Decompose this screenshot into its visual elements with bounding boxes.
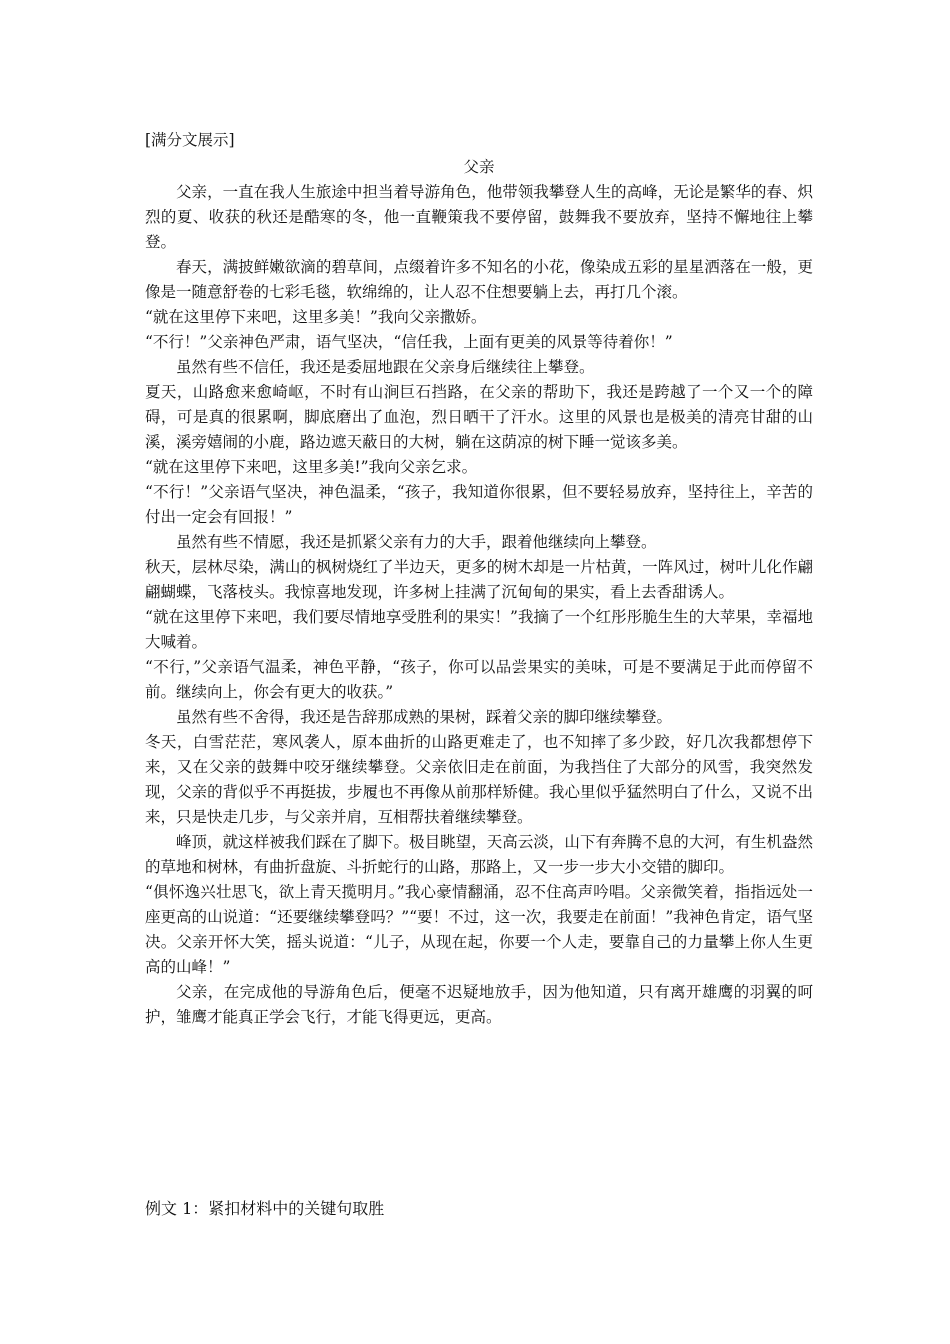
essay-paragraph: “不行，”父亲语气温柔，神色平静，“孩子，你可以品尝果实的美味，可是不要满足于此而停留不前。继续向上，你会有更大的收获。”	[145, 658, 813, 701]
essay-body	[145, 180, 813, 1030]
essay-paragraph: 虽然有些不情愿，我还是抓紧父亲有力的大手，跟着他继续向上攀登。	[176, 533, 657, 551]
essay-paragraph: “就在这里停下来吧，这里多美!”我向父亲乞求。	[145, 458, 478, 476]
essay-paragraph: 冬天，白雪茫茫，寒风袭人，原本曲折的山路更难走了，也不知摔了多少跤，好几次我都想停下来，又在父亲的鼓舞中咬牙继续攀登。父亲依旧走在前面，为我挡住了大部分的风雪，我突然发现，父亲的背似乎不再挺拔，步履也不再像从前那样矫健。我心里似乎猛然明白了什么，又说不出来，只是快走几步，与父亲并肩，互相帮扶着继续攀登。	[145, 733, 813, 826]
essay-paragraph: 父亲，一直在我人生旅途中担当着导游角色，他带领我攀登人生的高峰，无论是繁华的春、炽烈的夏、收获的秋还是酷寒的冬，他一直鞭策我不要停留，鼓舞我不要放弃，坚持不懈地往上攀登。	[145, 183, 813, 251]
essay-section	[145, 128, 813, 1030]
essay-paragraph: “就在这里停下来吧，我们要尽情地享受胜利的果实！”我摘了一个红彤彤脆生生的大苹果，幸福地大喊着。	[145, 608, 813, 651]
essay-paragraph: “不行！”父亲语气坚决，神色温柔，“孩子，我知道你很累，但不要轻易放弃，坚持往上，辛苦的付出一定会有回报！”	[145, 483, 813, 526]
example-heading: 例文 1：紧扣材料中的关键句取胜	[145, 1199, 385, 1218]
section-label: [满分文展示]	[145, 131, 235, 149]
essay-paragraph: 春天，满披鲜嫩欲滴的碧草间，点缀着许多不知名的小花，像染成五彩的星星洒落在一般，更像是一随意舒卷的七彩毛毯，软绵绵的，让人忍不住想要躺上去，再打几个滚。	[145, 258, 813, 301]
essay-paragraph: 虽然有些不信任，我还是委屈地跟在父亲身后继续往上攀登。	[176, 358, 595, 376]
essay-paragraph: “就在这里停下来吧，这里多美！”我向父亲撒娇。	[145, 308, 487, 326]
essay-title: 父亲	[463, 158, 495, 176]
essay-paragraph: 虽然有些不舍得，我还是告辞那成熟的果树，踩着父亲的脚印继续攀登。	[176, 708, 673, 726]
essay-paragraph: 父亲，在完成他的导游角色后，便毫不迟疑地放手，因为他知道，只有离开雄鹰的羽翼的呵护，雏鹰才能真正学会飞行，才能飞得更远，更高。	[145, 983, 813, 1026]
essay-paragraph: 夏天，山路愈来愈崎岖，不时有山涧巨石挡路，在父亲的帮助下，我还是跨越了一个又一个的障碍，可是真的很累啊，脚底磨出了血泡，烈日晒干了汗水。这里的风景也是极美的清亮甘甜的山溪，溪旁嬉闹的小鹿，路边遮天蔽日的大树，躺在这荫凉的树下睡一觉该多美。	[145, 383, 813, 451]
essay-paragraph: 峰顶，就这样被我们踩在了脚下。极目眺望，天高云淡，山下有奔腾不息的大河，有生机盎然的草地和树林，有曲折盘旋、斗折蛇行的山路，那路上，又一步一步大小交错的脚印。	[145, 833, 813, 876]
essay-paragraph: “不行！”父亲神色严肃，语气坚决，“信任我，上面有更美的风景等待着你！”	[145, 333, 673, 351]
essay-paragraph: 秋天，层林尽染，满山的枫树烧红了半边天，更多的树木却是一片枯黄，一阵风过，树叶儿化作翩翩蝴蝶，飞落枝头。我惊喜地发现，许多树上挂满了沉甸甸的果实，看上去香甜诱人。	[145, 558, 813, 601]
essay-paragraph: “俱怀逸兴壮思飞，欲上青天揽明月。”我心豪情翻涌，忍不住高声吟唱。父亲微笑着，指指远处一座更高的山说道：“还要继续攀登吗？”“要！不过，这一次，我要走在前面！”我神色肯定，语气坚决。父亲开怀大笑，摇头说道：“儿子，从现在起，你要一个人走，要靠自己的力量攀上你人生更高的山峰！”	[145, 883, 813, 976]
